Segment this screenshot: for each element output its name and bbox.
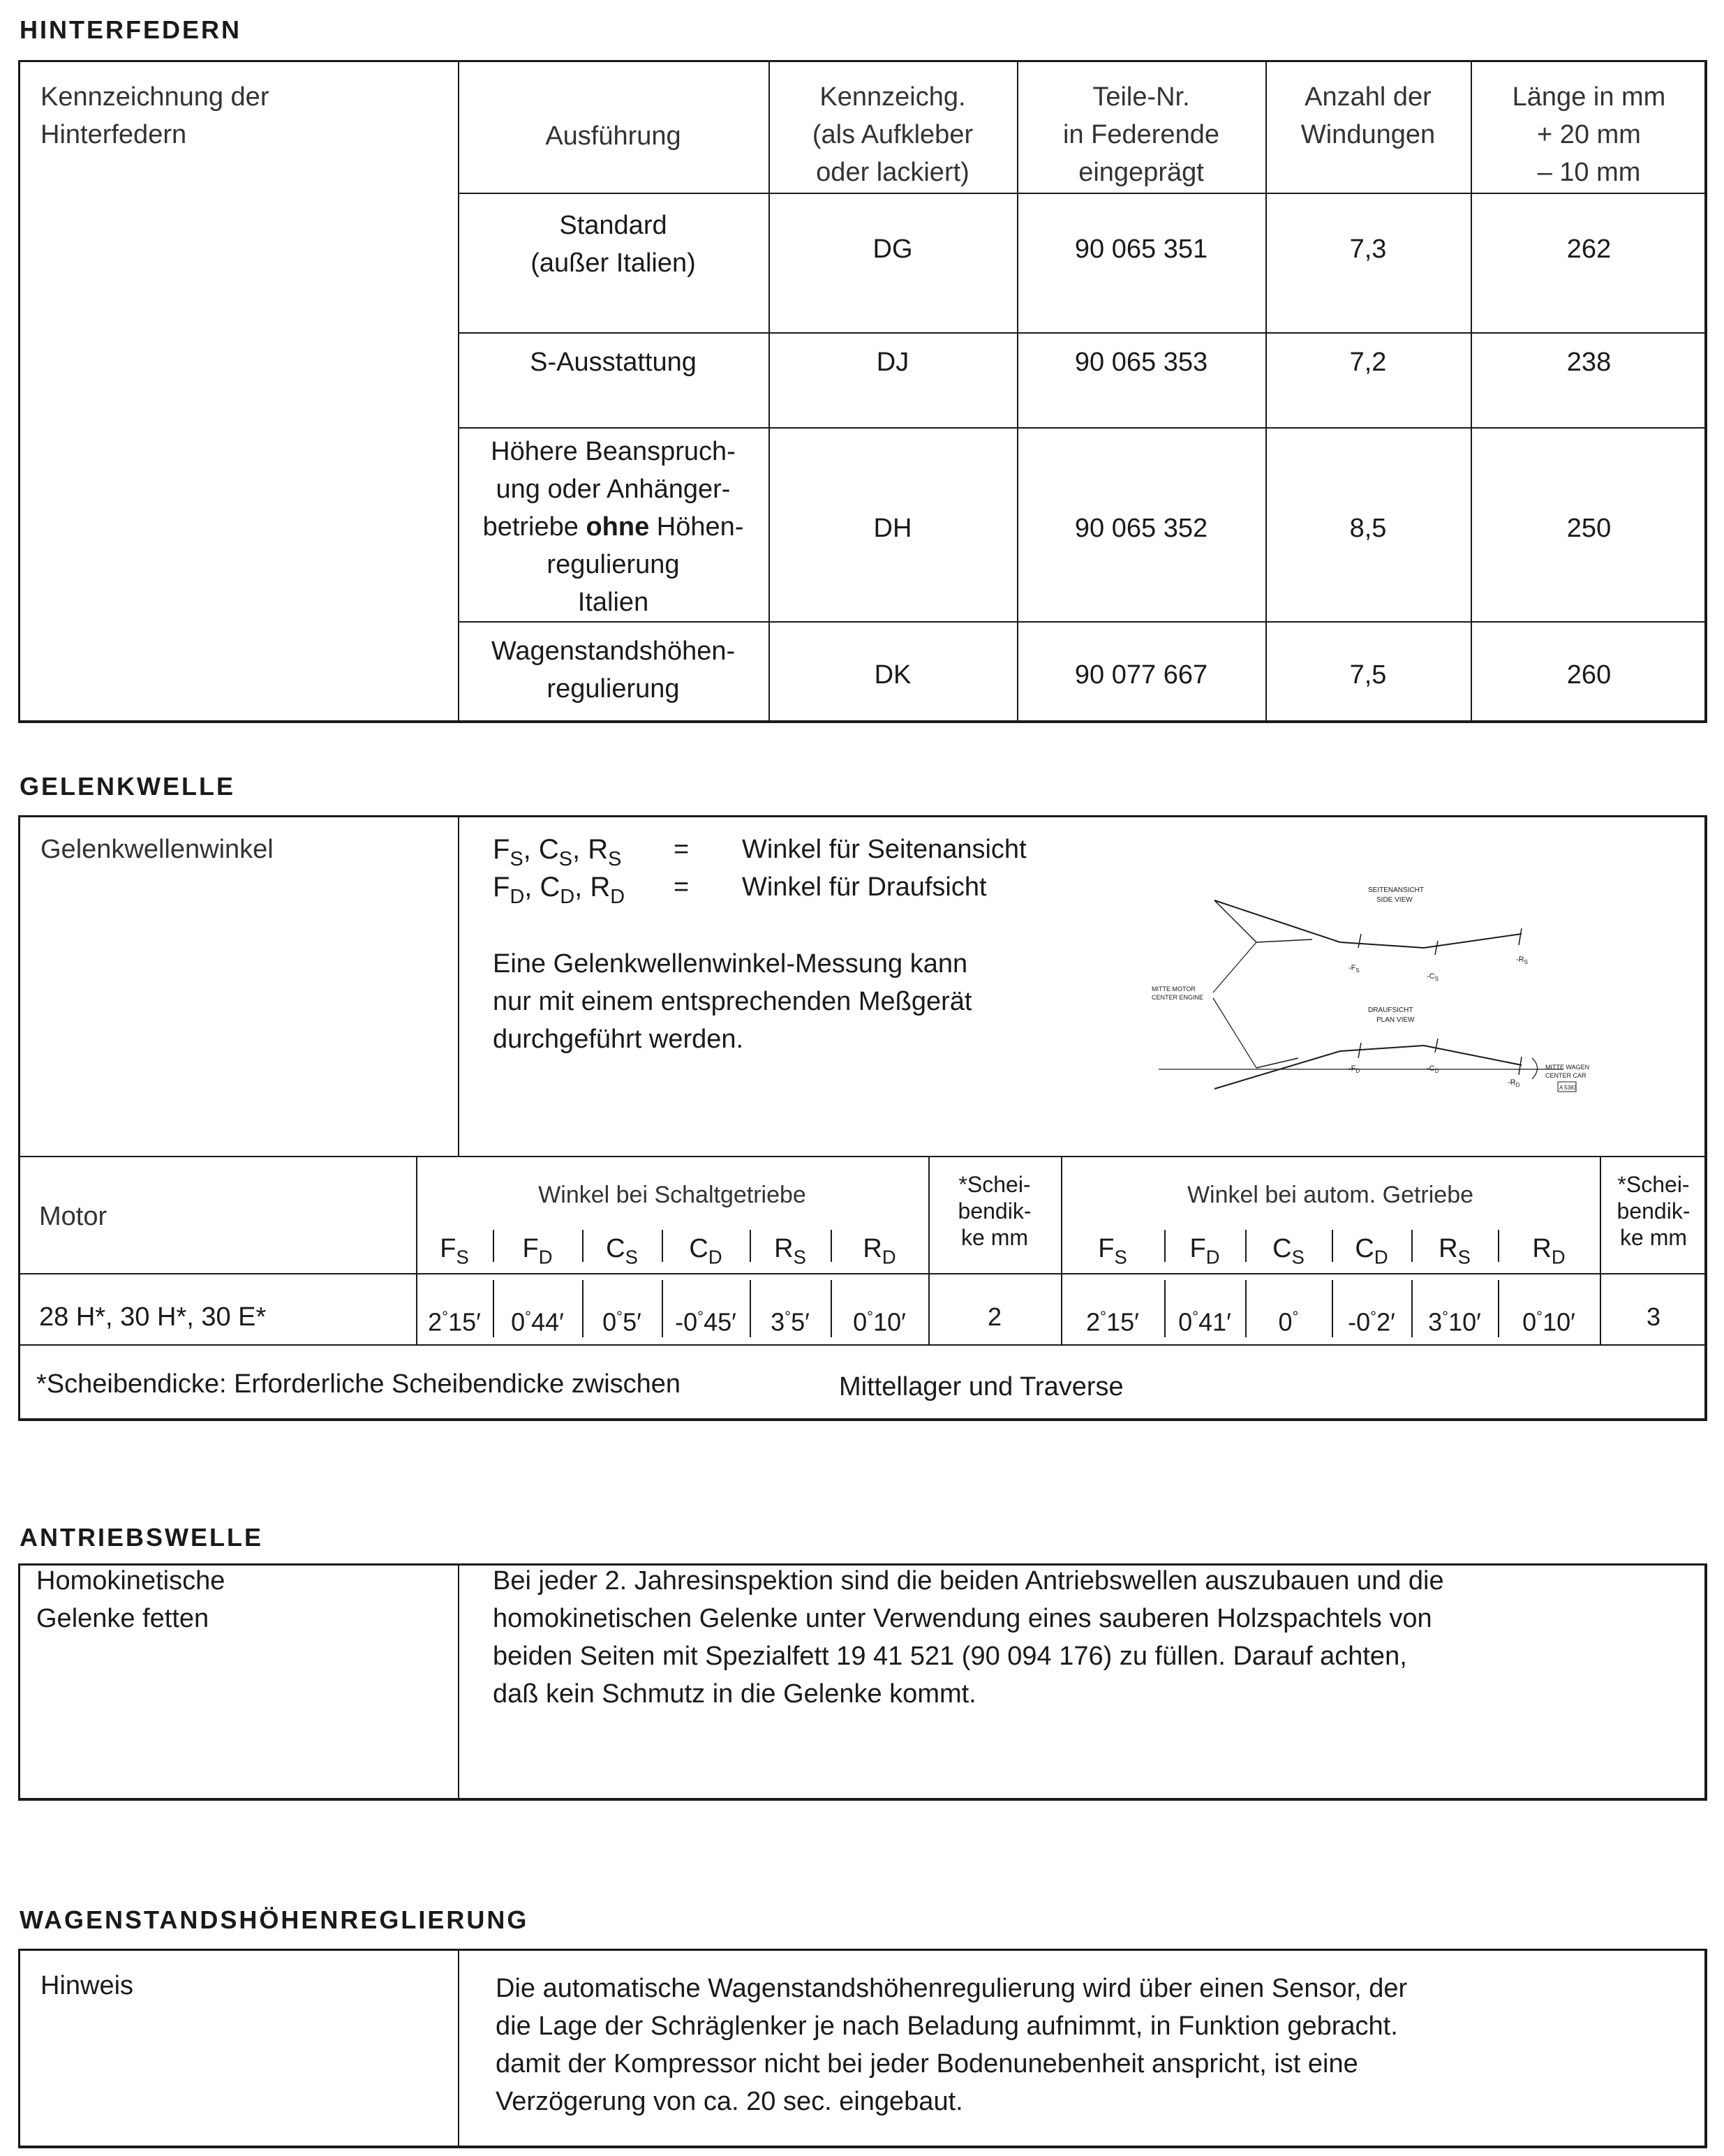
definition-side-text: Winkel für Seitenansicht	[742, 835, 1027, 864]
row1-windungen: 7,3	[1349, 235, 1387, 264]
row2-ausfuehrung: S-Ausstattung	[530, 348, 697, 377]
auto-fs-value: 2°15′	[1086, 1307, 1139, 1337]
auto-cs-value: 0°	[1278, 1307, 1299, 1337]
auto-rs-value: 3°10′	[1428, 1307, 1481, 1337]
row1-teile-nr: 90 065 351	[1074, 235, 1208, 264]
antriebswelle-label: Homokinetische Gelenke fetten	[36, 1566, 225, 1633]
row4-teile-nr: 90 077 667	[1074, 660, 1208, 690]
row3-teile-nr: 90 065 352	[1074, 514, 1208, 543]
sym-fd-manual: $F_D$	[522, 1234, 553, 1268]
auto-cd-value: -0°2′	[1348, 1307, 1395, 1337]
sym-rs-manual: $R_S$	[774, 1234, 806, 1268]
sym-rd-auto: $R_D$	[1532, 1234, 1566, 1268]
auto-gearbox-header: Winkel bei autom. Getriebe	[1187, 1182, 1474, 1208]
row3-laenge: 250	[1566, 514, 1612, 543]
definition-plan: $F_D$, $C_D$, $R_D$	[493, 872, 625, 909]
svg-text:-FD: $-F_D$	[1348, 1064, 1360, 1074]
scheibendicke-footnote: *Scheibendicke: Erforderliche Scheibendicke zwischen	[36, 1369, 681, 1399]
header-laenge: Länge in mm + 20 mm – 10 mm	[1512, 82, 1666, 187]
header-kennzeichg: Kennzeichg. (als Aufkleber oder lackiert)	[812, 82, 974, 187]
svg-text:-CS: $-C_S$	[1427, 972, 1439, 982]
auto-fd-value: 0°41′	[1178, 1307, 1231, 1337]
sym-cd-manual: $C_D$	[689, 1234, 722, 1268]
manual-rd-value: 0°10′	[853, 1307, 906, 1337]
header-teile-nr: Teile-Nr. in Federende eingeprägt	[1063, 82, 1219, 187]
section-title-hinterfedern: HINTERFEDERN	[20, 15, 242, 44]
definition-side: $F_S$, $C_S$, $R_S$	[493, 834, 622, 871]
row2-teile-nr: 90 065 353	[1074, 348, 1208, 377]
row2-laenge: 238	[1566, 348, 1612, 377]
antriebswelle-text: Bei jeder 2. Jahresinspektion sind die beiden Antriebswellen auszubauen und die homokinetischen Gelenke unter Verwendung eines sauberen Holzspachtels von beiden Seiten mit Spezialfett 19 41 521 (90 094 176) zu füllen. Darauf achten, daß kein Schmutz in die Gelenke kommt.	[493, 1566, 1444, 1709]
section-title-antriebswelle: ANTRIEBSWELLE	[20, 1523, 263, 1552]
section-title-wagenstand: WAGENSTANDSHÖHENREGLIERUNG	[20, 1905, 529, 1934]
row3-windungen: 8,5	[1349, 514, 1387, 543]
sym-rd-manual: $R_D$	[863, 1234, 896, 1268]
sym-cs-manual: $C_S$	[606, 1234, 638, 1268]
sym-rs-auto: $R_S$	[1439, 1234, 1471, 1268]
sym-fs-auto: $F_S$	[1098, 1234, 1127, 1268]
motor-header: Motor	[39, 1202, 107, 1231]
gelenkwellenwinkel-label: Gelenkwellenwinkel	[40, 835, 274, 864]
manual-cs-value: 0°5′	[602, 1307, 641, 1337]
measurement-note: Eine Gelenkwellenwinkel-Messung kann nur mit einem entsprechenden Meßgerät durchgeführt werden.	[493, 949, 972, 1054]
manual-fd-value: 0°44′	[511, 1307, 564, 1337]
sym-fd-auto: $F_D$	[1189, 1234, 1220, 1268]
header-windungen: Anzahl der Windungen	[1300, 82, 1436, 149]
manual-cd-value: -0°45′	[675, 1307, 736, 1337]
svg-text:PLAN VIEW: PLAN VIEW	[1376, 1016, 1415, 1024]
row3-kennzeichen: DH	[873, 514, 912, 543]
side-view-label: SEITENANSICHT	[1368, 886, 1425, 894]
motor-value: 28 H*, 30 H*, 30 E*	[39, 1302, 267, 1332]
row2-windungen: 7,2	[1349, 348, 1387, 377]
scheibendicke-header-manual: *Schei- bendik- ke mm	[958, 1172, 1032, 1250]
row2-kennzeichen: DJ	[876, 348, 909, 377]
row4-kennzeichen: DK	[874, 660, 912, 690]
sym-cs-auto: $C_S$	[1272, 1234, 1305, 1268]
row1-ausfuehrung: Standard (außer Italien)	[530, 211, 696, 278]
svg-text:-RS: $-R_S$	[1516, 956, 1528, 965]
sym-cd-auto: $C_D$	[1355, 1234, 1388, 1268]
section-title-gelenkwelle: GELENKWELLE	[20, 772, 235, 801]
propeller-shaft-diagram	[1131, 872, 1590, 1138]
row1-laenge: 262	[1566, 235, 1612, 264]
svg-text:-RD: $-R_D$	[1508, 1078, 1520, 1088]
auto-rd-value: 0°10′	[1522, 1307, 1575, 1337]
manual-rs-value: 3°5′	[771, 1307, 810, 1337]
definition-plan-text: Winkel für Draufsicht	[742, 872, 987, 902]
row4-windungen: 7,5	[1349, 660, 1387, 690]
row3-ausfuehrung: Höhere Beanspruch- ung oder Anhänger- betriebe ohne Höhen- regulierung Italien	[482, 437, 744, 617]
row4-laenge: 260	[1566, 660, 1612, 690]
scheibendicke-header-auto: *Schei- bendik- ke mm	[1617, 1172, 1690, 1250]
center-engine-label: MITTE MOTOR	[1152, 986, 1196, 992]
hinweis-label: Hinweis	[40, 1971, 134, 2000]
wagenstand-text: Die automatische Wagenstandshöhenregulierung wird über einen Sensor, der die Lage der Schräglenker je nach Beladung aufnimmt, in Funktion gebracht. damit der Kompressor nicht bei jeder Bodenunebenheit anspricht, ist eine Verzögerung von ca. 20 sec. eingebaut.	[496, 1974, 1408, 2116]
svg-text:-FS: $-F_S$	[1348, 964, 1360, 974]
svg-text:SIDE VIEW: SIDE VIEW	[1376, 896, 1413, 904]
row1-kennzeichen: DG	[872, 235, 913, 264]
manual-fs-value: 2°15′	[428, 1307, 481, 1337]
header-kennzeichnung: Kennzeichnung der Hinterfedern	[40, 82, 269, 149]
svg-text:-CD: $-C_D$	[1427, 1064, 1439, 1074]
manual-scheibendicke-value: 2	[987, 1302, 1002, 1331]
sym-fs-manual: $F_S$	[440, 1234, 469, 1268]
center-car-label: MITTE WAGEN	[1545, 1064, 1590, 1071]
manual-gearbox-header: Winkel bei Schaltgetriebe	[538, 1182, 806, 1208]
header-ausfuehrung: Ausführung	[545, 121, 681, 151]
diagram-reference: A 5383	[1559, 1085, 1577, 1091]
plan-view-label: DRAUFSICHT	[1368, 1006, 1413, 1014]
row4-ausfuehrung: Wagenstandshöhen- regulierung	[491, 637, 736, 704]
scheibendicke-footnote-2: Mittellager und Traverse	[839, 1372, 1124, 1402]
auto-scheibendicke-value: 3	[1646, 1302, 1661, 1331]
svg-text:CENTER ENGINE: CENTER ENGINE	[1152, 994, 1204, 1001]
svg-text:CENTER CAR: CENTER CAR	[1545, 1072, 1586, 1079]
